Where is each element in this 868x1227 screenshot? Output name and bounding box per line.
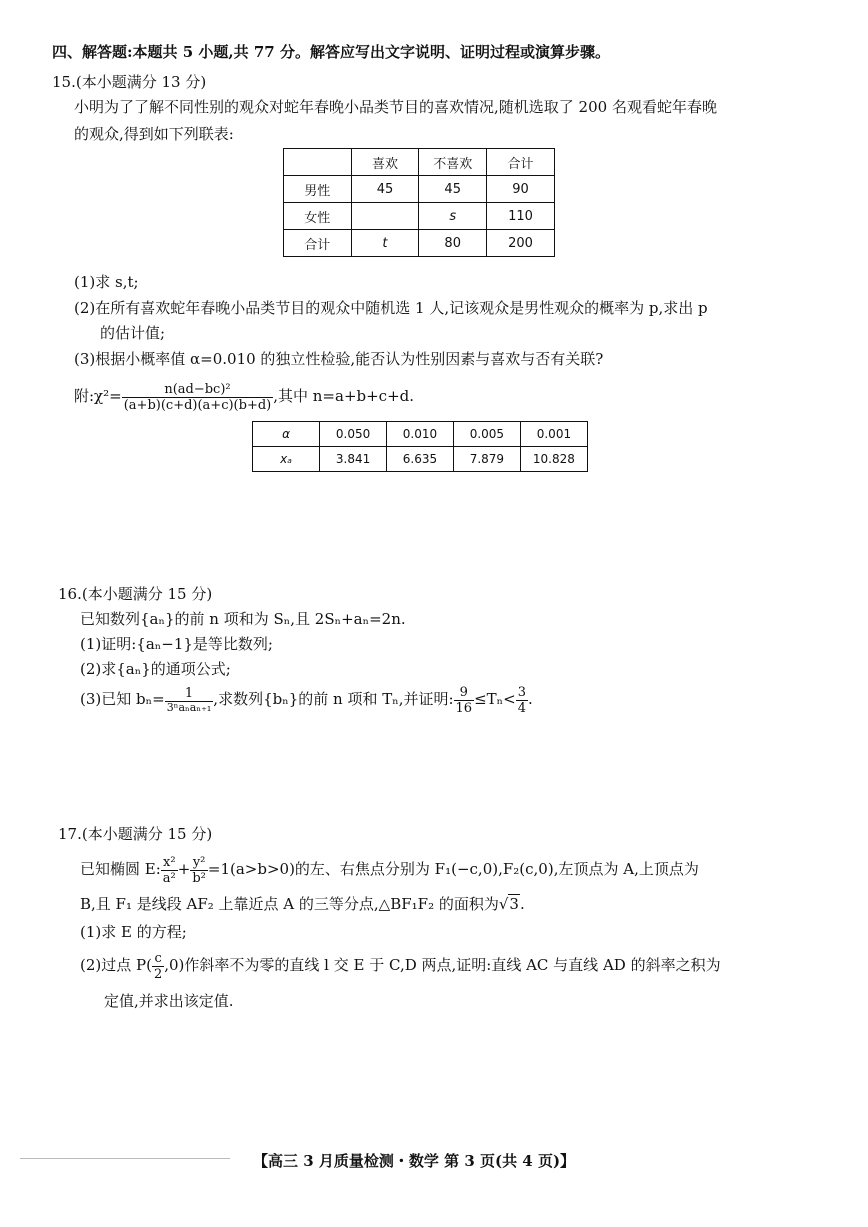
bound-right-numerator: 3: [517, 684, 526, 700]
q16-part2: (2)求{aₙ}的通项公式;: [80, 660, 231, 678]
a2: a²: [162, 870, 176, 886]
q17-line1-suffix: =1(a>b>0)的左、右焦点分别为 F₁(−c,0),F₂(c,0),左顶点为 A,上顶点为: [207, 860, 699, 878]
appendix-formula: [74, 379, 414, 413]
page-footer: 【高三 3 月质量检测・数学 第 3 页(共 4 页)】: [253, 1152, 576, 1170]
p-denominator: 2: [153, 966, 163, 982]
plus-sign: +: [177, 860, 191, 878]
table-header-row: [284, 149, 555, 176]
table-cell: 男性: [284, 176, 352, 203]
table-cell: s: [419, 203, 487, 230]
q17-line1: [80, 852, 699, 886]
table-cell: 3.841: [320, 447, 387, 472]
x-fraction: [161, 855, 178, 886]
q17-line2: [80, 894, 525, 914]
section-heading: 四、解答题:本题共 5 小题,共 77 分。解答应写出文字说明、证明过程或演算步骤。: [52, 43, 610, 61]
appendix-suffix: ,其中 n=a+b+c+d.: [273, 387, 415, 405]
q17-line2-end: .: [519, 895, 525, 913]
table-cell: 90: [487, 176, 555, 203]
formula-numerator: n(ad−bc)²: [122, 382, 274, 398]
bound-left-denominator: 16: [455, 700, 473, 716]
b2: b²: [192, 870, 206, 886]
table-cell: 10.828: [520, 447, 587, 472]
q17-part2-suffix: ,0)作斜率不为零的直线 l 交 E 于 C,D 两点,证明:直线 AC 与直线 AD 的斜率之积为: [164, 956, 721, 974]
table-row: [253, 447, 588, 472]
q16-intro: 已知数列{aₙ}的前 n 项和为 Sₙ,且 2Sₙ+aₙ=2n.: [80, 610, 406, 628]
p-numerator: c: [152, 951, 164, 967]
q16-part3-prefix: (3)已知 bₙ=: [80, 690, 165, 708]
q16-part3-end: .: [528, 690, 533, 708]
table-cell: 喜欢: [351, 149, 419, 176]
q15-header: 15.(本小题满分 13 分): [52, 73, 207, 91]
table-cell: 7.879: [453, 447, 520, 472]
table-cell: α: [253, 422, 320, 447]
bound-left-fraction: [454, 685, 475, 716]
table-cell: [284, 149, 352, 176]
bn-fraction: [165, 686, 214, 714]
q17-header: 17.(本小题满分 15 分): [58, 825, 213, 843]
y2: y²: [190, 855, 208, 871]
table-cell: 6.635: [387, 447, 454, 472]
table-row: [253, 422, 588, 447]
table-cell: 45: [351, 176, 419, 203]
alpha-table: [252, 421, 588, 472]
q15-part3: (3)根据小概率值 α=0.010 的独立性检验,能否认为性别因素与喜欢与否有关联?: [74, 350, 604, 368]
q16-part3: [80, 682, 533, 716]
q15-intro-line1: 小明为了了解不同性别的观众对蛇年春晚小品类节目的喜欢情况,随机选取了 200 名观看蛇年春晚: [74, 98, 717, 116]
table-cell: 合计: [284, 230, 352, 257]
q15-part2-line2: 的估计值;: [100, 324, 166, 342]
table-cell: 合计: [487, 149, 555, 176]
q16-part3-middle: ,求数列{bₙ}的前 n 项和 Tₙ,并证明:: [213, 690, 454, 708]
bn-denominator: 3ⁿaₙaₙ₊₁: [166, 701, 212, 714]
q15-intro-line2: 的观众,得到如下列联表:: [74, 125, 234, 143]
table-cell: t: [351, 230, 419, 257]
table-cell: 80: [419, 230, 487, 257]
table-cell: 不喜欢: [419, 149, 487, 176]
table-cell: 110: [487, 203, 555, 230]
chi-square-fraction: [122, 382, 274, 413]
appendix-prefix: 附:χ²=: [74, 387, 122, 405]
table-cell: 200: [487, 230, 555, 257]
table-cell: 45: [419, 176, 487, 203]
p-fraction: [152, 951, 164, 982]
q15-part1: (1)求 s,t;: [74, 273, 139, 291]
table-cell: 0.010: [387, 422, 454, 447]
q17-part2-line1: [80, 948, 721, 982]
q17-line1-prefix: 已知椭圆 E:: [80, 860, 161, 878]
q15-part2-line1: (2)在所有喜欢蛇年春晚小品类节目的观众中随机选 1 人,记该观众是男性观众的概率为 p,求出 p: [74, 299, 708, 317]
q16-part1: (1)证明:{aₙ−1}是等比数列;: [80, 635, 273, 653]
q17-part2-prefix: (2)过点 P(: [80, 956, 152, 974]
table-cell: 0.005: [453, 422, 520, 447]
table-cell: 0.001: [520, 422, 587, 447]
q17-part2-line2: 定值,并求出该定值.: [104, 992, 234, 1010]
formula-denominator: (a+b)(c+d)(a+c)(b+d): [123, 397, 272, 413]
table-cell: xₐ: [253, 447, 320, 472]
bound-middle: ≤Tₙ<: [474, 690, 516, 708]
table-cell: 0.050: [320, 422, 387, 447]
table-row: [284, 176, 555, 203]
y-fraction: [190, 855, 208, 886]
sqrt-argument: 3: [509, 895, 519, 913]
table-row: [284, 230, 555, 257]
table-row: [284, 203, 555, 230]
table-cell: [351, 203, 419, 230]
q16-header: 16.(本小题满分 15 分): [58, 585, 213, 603]
contingency-table: [283, 148, 555, 257]
bound-left-numerator: 9: [454, 685, 475, 701]
table-cell: 女性: [284, 203, 352, 230]
q17-part1: (1)求 E 的方程;: [80, 923, 187, 941]
x2: x²: [161, 855, 178, 871]
divider: [20, 1158, 230, 1159]
bn-numerator: 1: [165, 686, 214, 702]
bound-right-denominator: 4: [517, 700, 526, 716]
bound-right-fraction: [516, 685, 528, 716]
q17-line2-prefix: B,且 F₁ 是线段 AF₂ 上靠近点 A 的三等分点,△BF₁F₂ 的面积为√: [80, 895, 509, 913]
